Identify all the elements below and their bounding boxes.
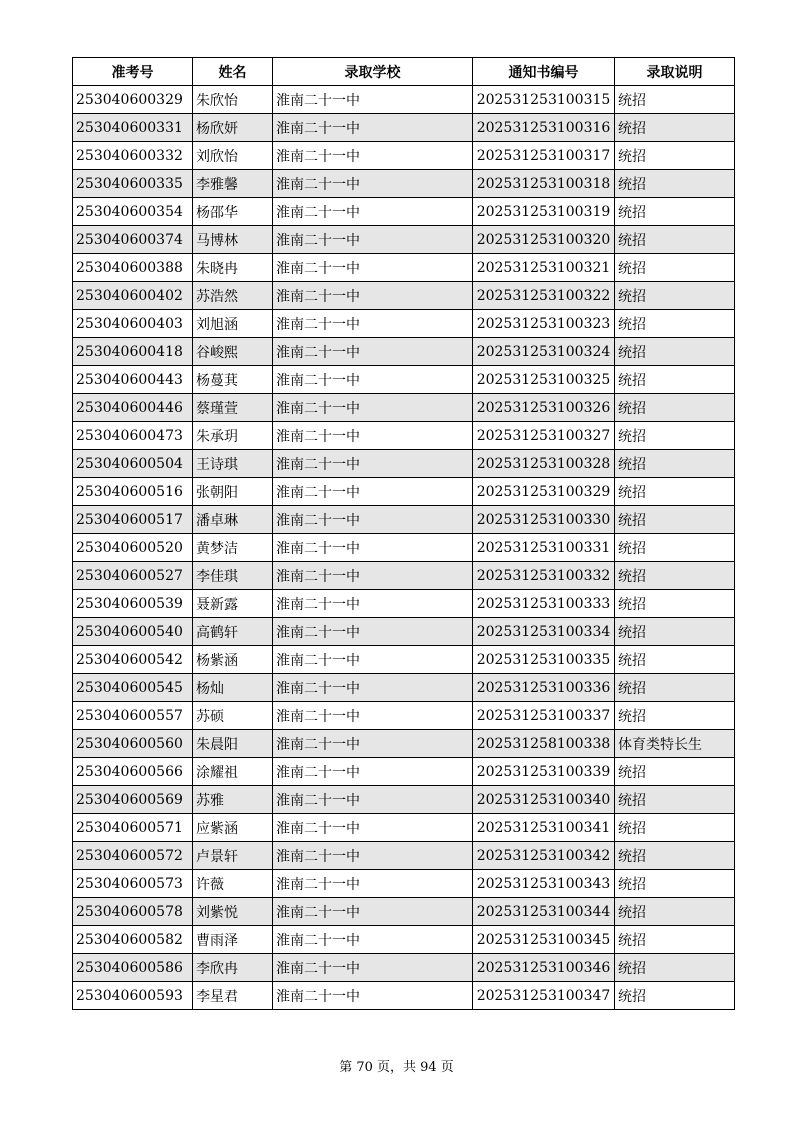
admission-note-cell: 统招	[615, 366, 735, 394]
notice-number-cell: 202531253100316	[473, 114, 615, 142]
header-admission-note: 录取说明	[615, 58, 735, 86]
name-cell: 王诗琪	[193, 450, 273, 478]
name-cell: 潘卓琳	[193, 506, 273, 534]
table-row	[73, 898, 735, 926]
table-row	[73, 450, 735, 478]
notice-number-cell: 202531253100344	[473, 898, 615, 926]
admission-note-cell: 统招	[615, 226, 735, 254]
header-name: 姓名	[193, 58, 273, 86]
admission-note-cell: 统招	[615, 954, 735, 982]
table-row	[73, 86, 735, 114]
admission-note-cell: 统招	[615, 926, 735, 954]
admission-note-cell: 统招	[615, 786, 735, 814]
notice-number-cell: 202531253100322	[473, 282, 615, 310]
admission-note-cell: 统招	[615, 618, 735, 646]
notice-number-cell: 202531253100330	[473, 506, 615, 534]
school-cell: 淮南二十一中	[273, 86, 473, 114]
exam-number-cell: 253040600573	[73, 870, 193, 898]
exam-number-cell: 253040600332	[73, 142, 193, 170]
admission-note-cell: 统招	[615, 590, 735, 618]
table-row	[73, 254, 735, 282]
notice-number-cell: 202531253100331	[473, 534, 615, 562]
admission-note-cell: 统招	[615, 842, 735, 870]
name-cell: 李星君	[193, 982, 273, 1010]
name-cell: 许薇	[193, 870, 273, 898]
table-row	[73, 870, 735, 898]
school-cell: 淮南二十一中	[273, 142, 473, 170]
exam-number-cell: 253040600560	[73, 730, 193, 758]
school-cell: 淮南二十一中	[273, 954, 473, 982]
table-row	[73, 562, 735, 590]
school-cell: 淮南二十一中	[273, 926, 473, 954]
name-cell: 高鹤轩	[193, 618, 273, 646]
exam-number-cell: 253040600329	[73, 86, 193, 114]
school-cell: 淮南二十一中	[273, 590, 473, 618]
exam-number-cell: 253040600446	[73, 394, 193, 422]
table-row	[73, 282, 735, 310]
table-row	[73, 394, 735, 422]
name-cell: 杨邵华	[193, 198, 273, 226]
school-cell: 淮南二十一中	[273, 730, 473, 758]
school-cell: 淮南二十一中	[273, 226, 473, 254]
school-cell: 淮南二十一中	[273, 198, 473, 226]
table-header-row	[73, 58, 735, 86]
admission-note-cell: 统招	[615, 254, 735, 282]
exam-number-cell: 253040600545	[73, 674, 193, 702]
notice-number-cell: 202531253100336	[473, 674, 615, 702]
table-row	[73, 590, 735, 618]
exam-number-cell: 253040600504	[73, 450, 193, 478]
name-cell: 苏浩然	[193, 282, 273, 310]
name-cell: 曹雨泽	[193, 926, 273, 954]
table-row	[73, 618, 735, 646]
exam-number-cell: 253040600331	[73, 114, 193, 142]
table-row	[73, 226, 735, 254]
admission-note-cell: 统招	[615, 394, 735, 422]
school-cell: 淮南二十一中	[273, 618, 473, 646]
table-row	[73, 674, 735, 702]
school-cell: 淮南二十一中	[273, 758, 473, 786]
exam-number-cell: 253040600402	[73, 282, 193, 310]
notice-number-cell: 202531253100315	[473, 86, 615, 114]
school-cell: 淮南二十一中	[273, 534, 473, 562]
admission-note-cell: 统招	[615, 86, 735, 114]
table-row	[73, 926, 735, 954]
admission-note-cell: 统招	[615, 142, 735, 170]
header-exam-number: 准考号	[73, 58, 193, 86]
admission-note-cell: 统招	[615, 282, 735, 310]
name-cell: 谷峻熙	[193, 338, 273, 366]
school-cell: 淮南二十一中	[273, 898, 473, 926]
exam-number-cell: 253040600557	[73, 702, 193, 730]
notice-number-cell: 202531253100339	[473, 758, 615, 786]
exam-number-cell: 253040600586	[73, 954, 193, 982]
notice-number-cell: 202531253100332	[473, 562, 615, 590]
admission-note-cell: 统招	[615, 506, 735, 534]
exam-number-cell: 253040600571	[73, 814, 193, 842]
table-row	[73, 198, 735, 226]
name-cell: 涂耀祖	[193, 758, 273, 786]
notice-number-cell: 202531253100346	[473, 954, 615, 982]
exam-number-cell: 253040600520	[73, 534, 193, 562]
school-cell: 淮南二十一中	[273, 702, 473, 730]
exam-number-cell: 253040600593	[73, 982, 193, 1010]
exam-number-cell: 253040600354	[73, 198, 193, 226]
name-cell: 蔡瑾萱	[193, 394, 273, 422]
exam-number-cell: 253040600539	[73, 590, 193, 618]
exam-number-cell: 253040600569	[73, 786, 193, 814]
admission-note-cell: 统招	[615, 478, 735, 506]
admission-note-cell: 统招	[615, 814, 735, 842]
notice-number-cell: 202531258100338	[473, 730, 615, 758]
table-row	[73, 506, 735, 534]
name-cell: 杨紫涵	[193, 646, 273, 674]
name-cell: 刘紫悦	[193, 898, 273, 926]
name-cell: 应紫涵	[193, 814, 273, 842]
notice-number-cell: 202531253100320	[473, 226, 615, 254]
admission-note-cell: 统招	[615, 898, 735, 926]
table-row	[73, 646, 735, 674]
exam-number-cell: 253040600578	[73, 898, 193, 926]
notice-number-cell: 202531253100343	[473, 870, 615, 898]
table-row	[73, 702, 735, 730]
name-cell: 朱欣怡	[193, 86, 273, 114]
name-cell: 聂新露	[193, 590, 273, 618]
school-cell: 淮南二十一中	[273, 506, 473, 534]
exam-number-cell: 253040600335	[73, 170, 193, 198]
name-cell: 杨欣妍	[193, 114, 273, 142]
name-cell: 朱晨阳	[193, 730, 273, 758]
school-cell: 淮南二十一中	[273, 254, 473, 282]
school-cell: 淮南二十一中	[273, 562, 473, 590]
notice-number-cell: 202531253100345	[473, 926, 615, 954]
admission-note-cell: 统招	[615, 562, 735, 590]
admission-note-cell: 统招	[615, 702, 735, 730]
table-row	[73, 170, 735, 198]
table-row	[73, 982, 735, 1010]
school-cell: 淮南二十一中	[273, 982, 473, 1010]
admission-note-cell: 统招	[615, 758, 735, 786]
notice-number-cell: 202531253100334	[473, 618, 615, 646]
notice-number-cell: 202531253100326	[473, 394, 615, 422]
notice-number-cell: 202531253100341	[473, 814, 615, 842]
table-row	[73, 422, 735, 450]
notice-number-cell: 202531253100317	[473, 142, 615, 170]
name-cell: 李佳琪	[193, 562, 273, 590]
exam-number-cell: 253040600527	[73, 562, 193, 590]
name-cell: 朱晓冉	[193, 254, 273, 282]
table-row	[73, 114, 735, 142]
school-cell: 淮南二十一中	[273, 450, 473, 478]
notice-number-cell: 202531253100324	[473, 338, 615, 366]
school-cell: 淮南二十一中	[273, 674, 473, 702]
name-cell: 杨蔓萁	[193, 366, 273, 394]
notice-number-cell: 202531253100325	[473, 366, 615, 394]
table-row	[73, 310, 735, 338]
notice-number-cell: 202531253100335	[473, 646, 615, 674]
name-cell: 卢景轩	[193, 842, 273, 870]
school-cell: 淮南二十一中	[273, 366, 473, 394]
notice-number-cell: 202531253100327	[473, 422, 615, 450]
name-cell: 刘欣怡	[193, 142, 273, 170]
exam-number-cell: 253040600403	[73, 310, 193, 338]
table-row	[73, 730, 735, 758]
name-cell: 李欣冉	[193, 954, 273, 982]
admission-note-cell: 统招	[615, 870, 735, 898]
table-row	[73, 814, 735, 842]
exam-number-cell: 253040600473	[73, 422, 193, 450]
school-cell: 淮南二十一中	[273, 422, 473, 450]
exam-number-cell: 253040600516	[73, 478, 193, 506]
school-cell: 淮南二十一中	[273, 282, 473, 310]
name-cell: 张朝阳	[193, 478, 273, 506]
page-footer: 第 70 页，共 94 页	[339, 1060, 454, 1075]
school-cell: 淮南二十一中	[273, 114, 473, 142]
exam-number-cell: 253040600542	[73, 646, 193, 674]
school-cell: 淮南二十一中	[273, 842, 473, 870]
admission-table	[72, 57, 735, 1010]
exam-number-cell: 253040600566	[73, 758, 193, 786]
school-cell: 淮南二十一中	[273, 646, 473, 674]
admission-note-cell: 统招	[615, 310, 735, 338]
header-notice-number: 通知书编号	[473, 58, 615, 86]
table-row	[73, 366, 735, 394]
table-row	[73, 758, 735, 786]
exam-number-cell: 253040600582	[73, 926, 193, 954]
school-cell: 淮南二十一中	[273, 870, 473, 898]
exam-number-cell: 253040600540	[73, 618, 193, 646]
admission-note-cell: 体育类特长生	[615, 730, 735, 758]
table-row	[73, 954, 735, 982]
table-row	[73, 842, 735, 870]
notice-number-cell: 202531253100333	[473, 590, 615, 618]
exam-number-cell: 253040600388	[73, 254, 193, 282]
notice-number-cell: 202531253100342	[473, 842, 615, 870]
school-cell: 淮南二十一中	[273, 338, 473, 366]
exam-number-cell: 253040600418	[73, 338, 193, 366]
admission-note-cell: 统招	[615, 422, 735, 450]
table-body	[73, 86, 735, 1010]
notice-number-cell: 202531253100329	[473, 478, 615, 506]
exam-number-cell: 253040600374	[73, 226, 193, 254]
name-cell: 李雅馨	[193, 170, 273, 198]
table-row	[73, 478, 735, 506]
exam-number-cell: 253040600572	[73, 842, 193, 870]
name-cell: 苏雅	[193, 786, 273, 814]
admission-note-cell: 统招	[615, 450, 735, 478]
name-cell: 马博林	[193, 226, 273, 254]
school-cell: 淮南二十一中	[273, 170, 473, 198]
admission-note-cell: 统招	[615, 114, 735, 142]
exam-number-cell: 253040600517	[73, 506, 193, 534]
table-row	[73, 142, 735, 170]
table-row	[73, 338, 735, 366]
school-cell: 淮南二十一中	[273, 786, 473, 814]
admission-note-cell: 统招	[615, 338, 735, 366]
notice-number-cell: 202531253100340	[473, 786, 615, 814]
notice-number-cell: 202531253100337	[473, 702, 615, 730]
school-cell: 淮南二十一中	[273, 394, 473, 422]
table-row	[73, 534, 735, 562]
exam-number-cell: 253040600443	[73, 366, 193, 394]
name-cell: 刘旭涵	[193, 310, 273, 338]
notice-number-cell: 202531253100319	[473, 198, 615, 226]
name-cell: 黄梦洁	[193, 534, 273, 562]
admission-note-cell: 统招	[615, 198, 735, 226]
school-cell: 淮南二十一中	[273, 814, 473, 842]
notice-number-cell: 202531253100328	[473, 450, 615, 478]
name-cell: 朱承玥	[193, 422, 273, 450]
admission-note-cell: 统招	[615, 674, 735, 702]
admission-note-cell: 统招	[615, 170, 735, 198]
name-cell: 杨灿	[193, 674, 273, 702]
table-row	[73, 786, 735, 814]
name-cell: 苏硕	[193, 702, 273, 730]
notice-number-cell: 202531253100323	[473, 310, 615, 338]
notice-number-cell: 202531253100318	[473, 170, 615, 198]
school-cell: 淮南二十一中	[273, 478, 473, 506]
admission-note-cell: 统招	[615, 646, 735, 674]
notice-number-cell: 202531253100321	[473, 254, 615, 282]
header-school: 录取学校	[273, 58, 473, 86]
admission-note-cell: 统招	[615, 982, 735, 1010]
admission-note-cell: 统招	[615, 534, 735, 562]
school-cell: 淮南二十一中	[273, 310, 473, 338]
notice-number-cell: 202531253100347	[473, 982, 615, 1010]
